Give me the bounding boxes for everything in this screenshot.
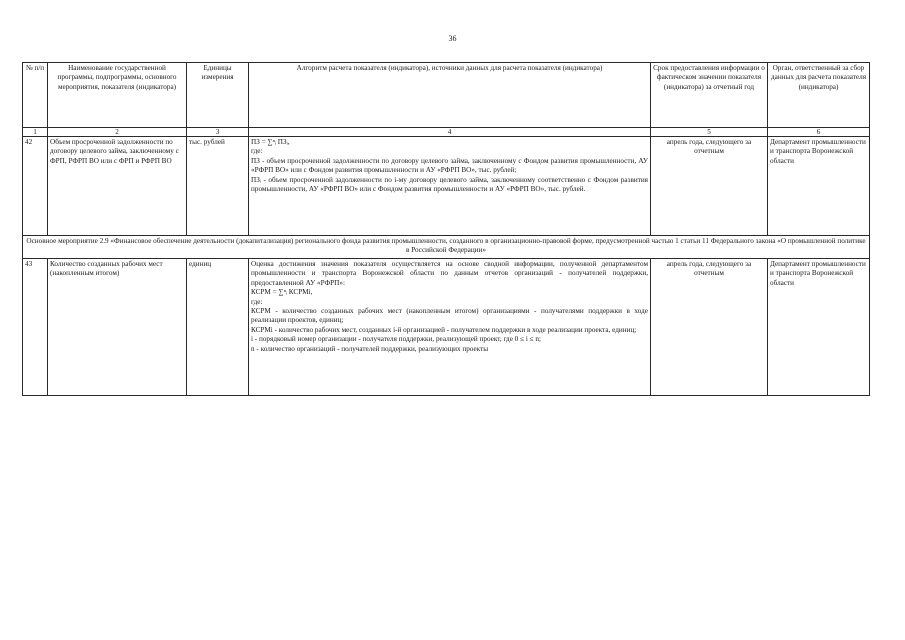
- header-responsible: Орган, ответственный за сбор данных для расчета показателя (индикатора): [768, 63, 870, 128]
- table-header-row: [23, 63, 870, 128]
- column-number: 6: [768, 128, 870, 137]
- formula-line: ПЗ = ∑ⁿᵢ ПЗᵢ,: [251, 138, 290, 146]
- column-number: 2: [48, 128, 187, 137]
- indicator-name: Объем просроченной задолженности по договору целевого займа, заключенному с ФРП, РФРП ВО или с ФРП и РФРП ВО: [48, 137, 187, 236]
- header-deadline: Срок предоставления информации о фактическом значении показателя (индикатора) за отчетный год: [651, 63, 768, 128]
- algorithm-text: ПЗ - объем просроченной задолженности по договору целевого займа, заключенному с Фондом развития промышленности, АУ «РФРП ВО» или с Фондом развития промышленности и АУ «РФРП ВО», тыс. рублей;: [251, 156, 648, 175]
- page-number: 36: [448, 34, 457, 43]
- algorithm-text: КСРМ - количество созданных рабочих мест (накопленным итогом) организациями - получателями поддержки в ходе реализации проектов, единиц;: [251, 307, 648, 325]
- indicator-table: [22, 62, 870, 396]
- row-number: 42: [23, 137, 48, 236]
- indicator-responsible: Департамент промышленности и транспорта Воронежской области: [768, 137, 870, 236]
- indicator-responsible: Департамент промышленности и транспорта Воронежской области: [768, 259, 870, 396]
- column-number: 1: [23, 128, 48, 137]
- column-number-row: [23, 128, 870, 137]
- section-row: [23, 236, 870, 259]
- algorithm-text: n - количество организаций - получателей поддержки, реализующих проекты: [251, 344, 489, 353]
- where-label: где:: [251, 147, 263, 156]
- table-row: [23, 259, 870, 396]
- indicator-deadline: апрель года, следующего за отчетным: [651, 137, 768, 236]
- indicator-name: Количество созданных рабочих мест (накопленным итогом): [48, 259, 187, 396]
- indicator-algorithm: [249, 259, 651, 396]
- column-number: 5: [651, 128, 768, 137]
- column-number: 4: [249, 128, 651, 137]
- algorithm-text: i - порядковый номер организации - получателя поддержки, реализующей проект, где 0 ≤ i ≤ n;: [251, 335, 541, 344]
- indicator-deadline: апрель года, следующего за отчетным: [651, 259, 768, 396]
- column-number: 3: [187, 128, 249, 137]
- header-algorithm: Алгоритм расчета показателя (индикатора), источники данных для расчета показателя (индикатора): [249, 63, 651, 128]
- where-label: где:: [251, 297, 263, 306]
- indicator-algorithm: [249, 137, 651, 236]
- header-unit: Единицы измерения: [187, 63, 249, 128]
- header-name: Наименование государственной программы, подпрограммы, основного мероприятия, показателя (индикатора): [48, 63, 187, 128]
- header-number: № п/п: [23, 63, 48, 128]
- indicator-unit: тыс. рублей: [187, 137, 249, 236]
- algorithm-text: ПЗᵢ - объем просроченной задолженности по i-му договору целевого займа, заключенному соответственно с Фондом развития промышленности, АУ «РФРП ВО» или с Фондом развития промышленности и АУ «РФРП ВО», тыс. рублей.: [251, 175, 648, 194]
- algorithm-text: КСРМi - количество рабочих мест, созданных i-й организацией - получателем поддержки в ходе реализации проекта, единиц;: [251, 325, 637, 334]
- formula-line: КСРМ = ∑ⁿᵢ КСРМi,: [251, 288, 313, 297]
- indicator-unit: единиц: [187, 259, 249, 396]
- row-number: 43: [23, 259, 48, 396]
- section-title: Основное мероприятие 2.9 «Финансовое обеспечение деятельности (докапитализация) регионального фонда развития промышленности, созданного в организационно-правовой форме, предусмотренной частью 1 статьи 11 Федерального закона «О промышленной политике в Российской Федерации»: [23, 236, 870, 259]
- table-row: [23, 137, 870, 236]
- algorithm-text: Оценка достижения значения показателя осуществляется на основе сводной информации, полученной департаментом промышленности и транспорта Воронежской области по данным отчетов организаций - получателей поддержки, предоставленной АУ «РФРП»:: [251, 260, 648, 287]
